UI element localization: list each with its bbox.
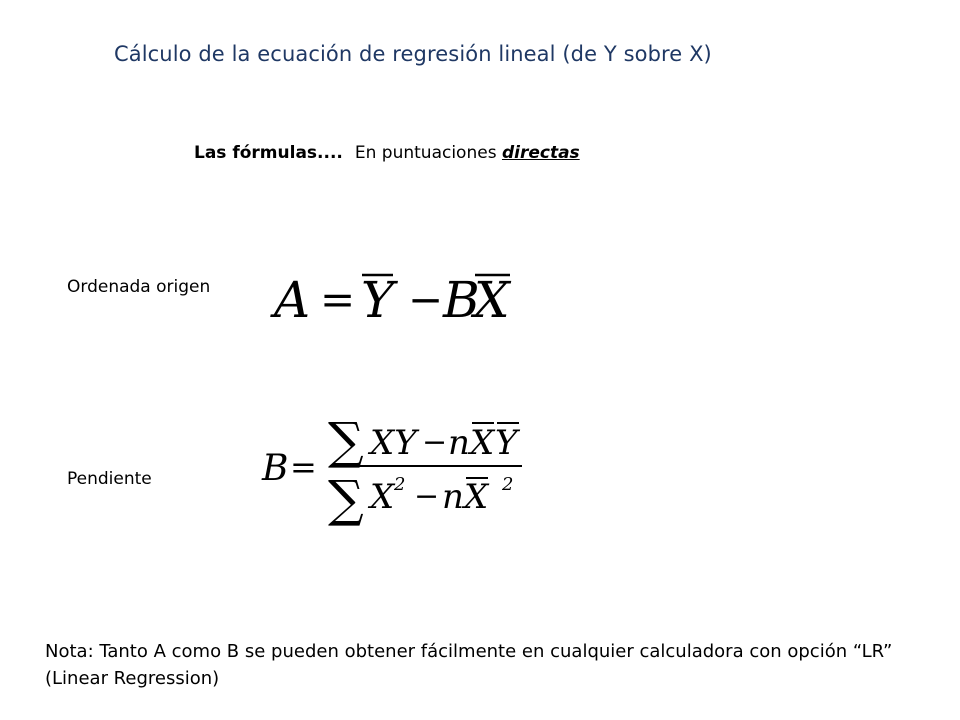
numerator-x-bar: X bbox=[470, 423, 495, 463]
intercept-equals: = bbox=[320, 275, 356, 324]
intercept-formula bbox=[268, 262, 518, 327]
formulas-heading bbox=[194, 143, 580, 163]
denominator-sum-icon: ∑ bbox=[328, 470, 364, 528]
slope-equals: = bbox=[290, 448, 317, 486]
denominator-x-bar: X bbox=[464, 477, 489, 517]
numerator-n: n bbox=[448, 423, 470, 463]
numerator-minus: − bbox=[422, 425, 448, 460]
numerator-sum-icon: ∑ bbox=[328, 412, 364, 470]
formulas-heading-label: Las fórmulas.... bbox=[194, 143, 343, 163]
slope-label: Pendiente bbox=[67, 469, 152, 489]
denominator-x: X bbox=[370, 477, 395, 517]
denominator-n: n bbox=[442, 477, 464, 517]
slope-formula bbox=[258, 408, 533, 528]
footnote: Nota: Tanto A como B se pueden obtener fácilmente en cualquier calculadora con opción “LR” (Linear Regression) bbox=[45, 641, 893, 689]
intercept-coef: B bbox=[443, 271, 480, 329]
slope-lhs: B bbox=[262, 448, 289, 489]
denominator-x-bar-exponent: 2 bbox=[502, 474, 514, 495]
intercept-minus: − bbox=[408, 275, 444, 324]
formulas-heading-prefix: En puntuaciones bbox=[354, 143, 502, 163]
intercept-x-bar: X bbox=[474, 271, 510, 329]
numerator-xy: XY bbox=[370, 423, 417, 463]
denominator-x-exponent: 2 bbox=[394, 474, 406, 495]
intercept-label: Ordenada origen bbox=[67, 277, 211, 297]
intercept-y-bar: Y bbox=[361, 271, 395, 329]
intercept-lhs: A bbox=[274, 271, 311, 329]
formulas-heading-emphasis: directas bbox=[501, 143, 580, 163]
slide-title: Cálculo de la ecuación de regresión lineal (de Y sobre X) bbox=[114, 42, 712, 66]
denominator-minus: − bbox=[414, 479, 440, 514]
numerator-y-bar: Y bbox=[495, 423, 518, 463]
